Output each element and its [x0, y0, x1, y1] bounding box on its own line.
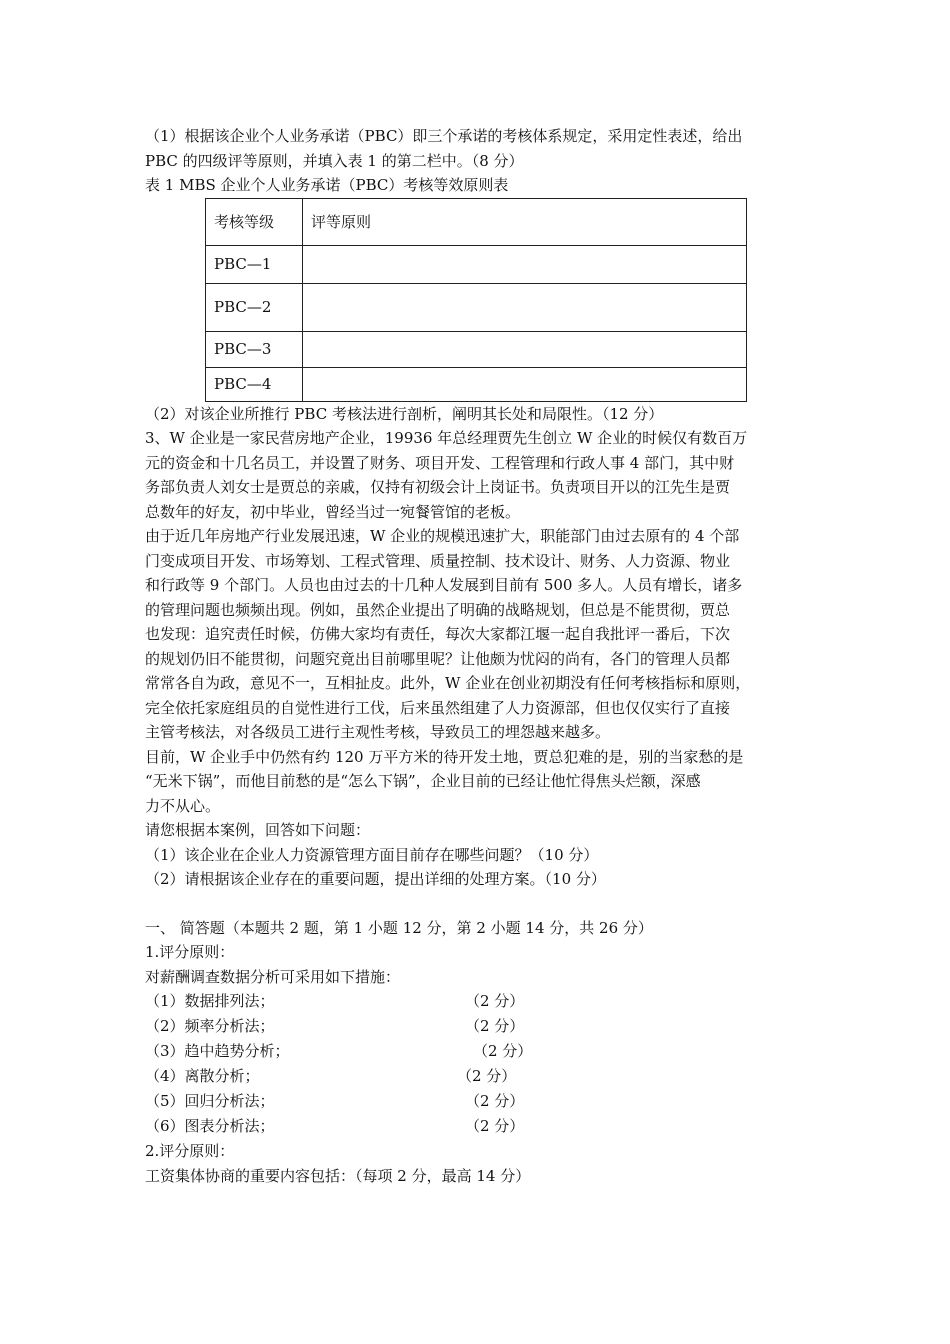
score-item-label: （2）频率分析法； [145, 1017, 275, 1035]
case-line: 和行政等 9 个部门。人员也由过去的十几种人发展到目前有 500 多人。人员有增长，诸多 [145, 576, 743, 594]
score-item-label: （3）趋中趋势分析； [145, 1042, 290, 1060]
answer1-title: 1.评分原则： [145, 943, 235, 961]
grade-cell: PBC—3 [206, 331, 303, 367]
pbc-table [205, 198, 747, 402]
q2-line: （2）对该企业所推行 PBC 考核法进行剖析，阐明其长处和局限性。（12 分） [145, 404, 664, 423]
score-item [145, 1089, 825, 1114]
case-line: 的规划仍旧不能贯彻，问题究竟出目前哪里呢？让他颇为忧闷的尚有，各门的管理人员都 [145, 649, 731, 668]
table-row [206, 283, 747, 331]
table-header-row [206, 198, 747, 245]
score-item [145, 1114, 825, 1139]
case-line: 目前，W 企业手中仍然有约 120 万平方米的待开发土地，贾总犯难的是，别的当家愁的是 [145, 747, 744, 766]
case-line: 元的资金和十几名员工，并设置了财务、项目开发、工程管理和行政人事 4 部门，其中财 [145, 453, 735, 472]
case3-prompt: 请您根据本案例，回答如下问题： [145, 821, 371, 839]
header-grade: 考核等级 [206, 198, 303, 245]
case3-paragraph-2 [145, 524, 825, 745]
case-line: 力不从心。 [145, 796, 221, 815]
case-line: 主管考核法，对各级员工进行主观性考核，导致员工的埋怨越来越多。 [145, 723, 611, 741]
case-line: “无米下锅”，而他目前愁的是“怎么下锅”，企业目前的已经让他忙得焦头烂额，深感 [145, 772, 701, 790]
answer2-intro: 工资集体协商的重要内容包括：（每项 2 分，最高 14 分） [145, 1166, 531, 1185]
table-row [206, 331, 747, 367]
case3-paragraph-3 [145, 745, 825, 819]
score-item-points: （2 分） [465, 1117, 525, 1135]
score-item-points: （2 分） [473, 1042, 533, 1060]
principle-cell [303, 245, 747, 283]
document-page [145, 124, 825, 1188]
answer2-title: 2.评分原则： [145, 1142, 235, 1160]
q1-line-2: PBC 的四级评等原则，并填入表 1 的第二栏中。（8 分） [145, 151, 524, 170]
score-item-points: （2 分） [457, 1067, 517, 1085]
score-item-points: （2 分） [465, 992, 525, 1010]
grade-cell: PBC—4 [206, 367, 303, 401]
grade-cell: PBC—2 [206, 283, 303, 331]
table-caption: 表 1 MBS 企业个人业务承诺（PBC）考核等效原则表 [145, 176, 509, 194]
score-item [145, 1064, 825, 1089]
spacer [145, 892, 825, 916]
case-line: 完全依托家庭组员的自觉性进行工伐，后来虽然组建了人力资源部，但也仅仅实行了直接 [145, 698, 731, 717]
principle-cell [303, 367, 747, 401]
score-item [145, 989, 825, 1014]
score-item-label: （4）离散分析； [145, 1067, 260, 1085]
header-principle: 评等原则 [303, 198, 747, 245]
score-item [145, 1039, 825, 1064]
case-line: 务部负责人刘女士是贾总的亲戚，仅持有初级会计上岗证书。负责项目开以的江先生是贾 [145, 478, 731, 496]
table-row [206, 245, 747, 283]
case-line: 也发现：追究责任时候，仿佛大家均有责任，每次大家都江堰一起自我批评一番后，下次 [145, 625, 731, 643]
answers-section-title: 一、 简答题（本题共 2 题，第 1 小题 12 分，第 2 小题 14 分，共 26 分） [145, 918, 653, 937]
score-item-points: （2 分） [465, 1092, 525, 1110]
case-line: 总数年的好友，初中毕业，曾经当过一宛餐管馆的老板。 [145, 502, 521, 521]
case3-question-2: （2）请根据该企业存在的重要问题，提出详细的处理方案。（10 分） [145, 870, 606, 888]
table-row [206, 367, 747, 401]
case3-paragraph-1 [145, 426, 825, 524]
case-line: 3、W 企业是一家民营房地产企业，19936 年总经理贾先生创立 W 企业的时候仅有数百万 [145, 429, 748, 447]
score-item-points: （2 分） [465, 1017, 525, 1035]
case-line: 常常各自为政，意见不一，互相扯皮。此外，W 企业在创业初期没有任何考核指标和原则， [145, 674, 751, 692]
score-item [145, 1014, 825, 1039]
case-line: 的管理问题也频频出现。例如，虽然企业提出了明确的战略规划，但总是不能贯彻，贾总 [145, 600, 731, 619]
answer1-intro: 对薪酬调查数据分析可采用如下措施： [145, 967, 401, 986]
case3-question-1: （1）该企业在企业人力资源管理方面目前存在哪些问题？（10 分） [145, 845, 599, 864]
score-item-label: （5）回归分析法； [145, 1092, 275, 1110]
case-line: 门变成项目开发、市场筹划、工程式管理、质量控制、技术设计、财务、人力资源、物业 [145, 551, 731, 570]
case-line: 由于近几年房地产行业发展迅速，W 企业的规模迅速扩大，职能部门由过去原有的 4 个部 [145, 527, 740, 545]
score-item-label: （1）数据排列法； [145, 992, 275, 1010]
score-item-label: （6）图表分析法； [145, 1117, 275, 1135]
q1-line-1: （1）根据该企业个人业务承诺（PBC）即三个承诺的考核体系规定，采用定性表述，给出 [145, 127, 743, 145]
principle-cell [303, 331, 747, 367]
principle-cell [303, 283, 747, 331]
grade-cell: PBC—1 [206, 245, 303, 283]
